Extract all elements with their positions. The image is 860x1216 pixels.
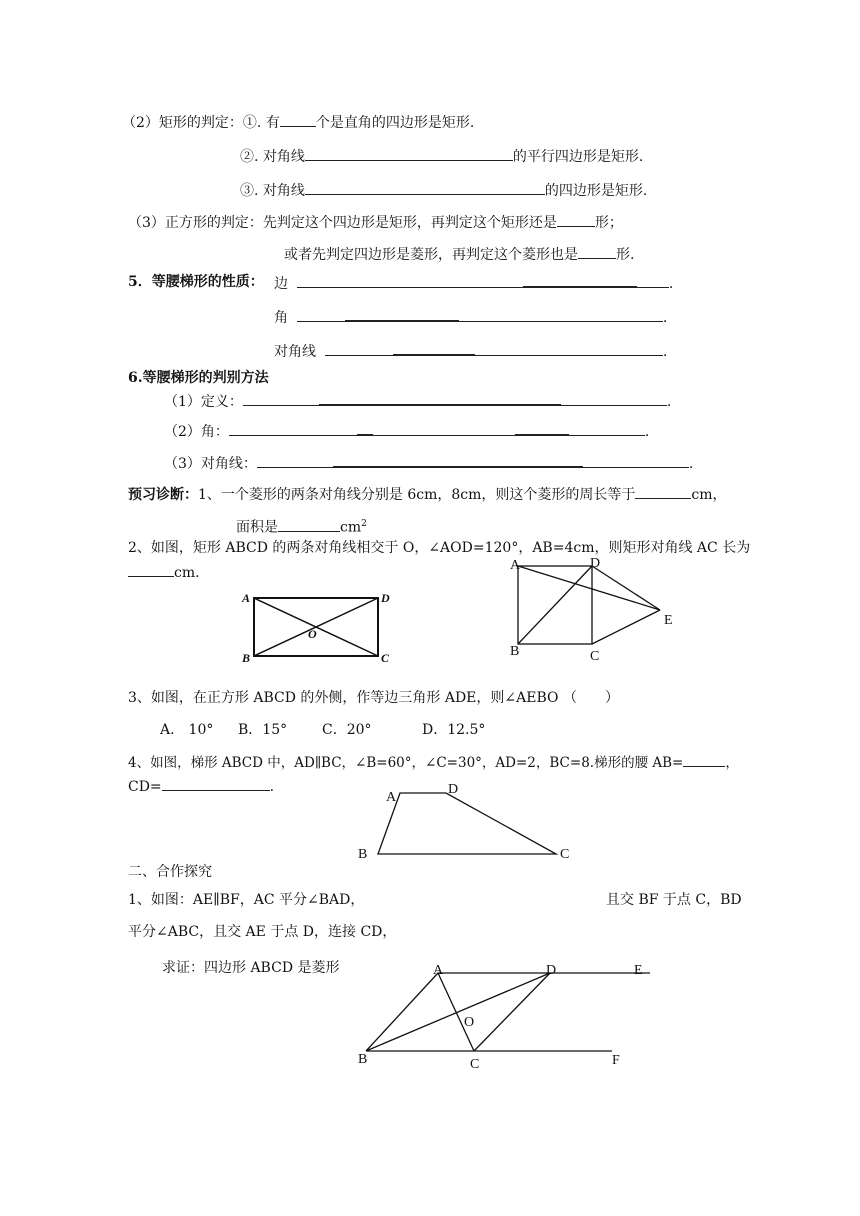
square-triangle-diagram — [500, 552, 690, 666]
blank[interactable] — [635, 484, 691, 499]
label-C: C — [560, 847, 570, 862]
blank[interactable] — [523, 272, 637, 288]
criteria-diagonal: （3）对角线： . — [164, 452, 693, 474]
blank[interactable] — [257, 453, 333, 468]
label-D: D — [448, 782, 459, 797]
label-C: C — [590, 649, 600, 664]
coop-line-1b: 且交 BF 于点 C，BD — [606, 892, 742, 908]
blank[interactable] — [459, 307, 663, 322]
question-3-options — [160, 720, 522, 740]
blank[interactable] — [325, 341, 393, 356]
rect-criteria-line-3: ③. 对角线 的四边形是矩形. — [240, 180, 647, 201]
blank[interactable] — [229, 421, 357, 436]
label-D: D — [590, 556, 601, 571]
option-d[interactable]: D．12.5° — [422, 722, 486, 738]
label-E: E — [664, 613, 673, 628]
isosceles-trapezoid-criteria-title: 6.等腰梯形的判别方法 — [128, 370, 269, 386]
square-criteria-line-2: 或者先判定四边形是菱形，再判定这个菱形也是 形. — [284, 244, 634, 265]
label-B: B — [510, 644, 520, 659]
criteria-definition: （1）定义： . — [164, 390, 671, 412]
label-E: E — [634, 963, 643, 978]
question-3: 3、如图，在正方形 ABCD 的外侧，作等边三角形 ADE，则∠AEBO （ ） — [128, 690, 619, 706]
property-diagonal: 对角线 . — [274, 340, 667, 362]
blank[interactable] — [357, 420, 373, 436]
trapezoid-diagram — [350, 780, 590, 864]
isosceles-trapezoid-properties-title: 5．等腰梯形的性质： — [128, 274, 264, 290]
rectangle-diagram — [236, 588, 396, 670]
blank[interactable] — [561, 391, 667, 406]
label-A: A — [386, 790, 397, 805]
label-F: F — [612, 1053, 620, 1068]
label-A: A — [510, 558, 521, 573]
blank[interactable] — [515, 420, 569, 436]
blank[interactable] — [280, 112, 316, 127]
rect-criteria-line-1: （2）矩形的判定：①. 有 个是直角的四边形是矩形. — [122, 112, 474, 133]
property-angle: 角 . — [274, 306, 667, 328]
rect-criteria-label: （2）矩形的判定： — [122, 115, 243, 131]
label-C: C — [470, 1057, 480, 1072]
blank[interactable] — [637, 273, 669, 288]
section-cooperative-title: 二、合作探究 — [128, 864, 212, 880]
label-A: A — [433, 963, 444, 978]
coop-line-3: 求证：四边形 ABCD 是菱形 — [162, 960, 340, 976]
blank[interactable] — [393, 340, 475, 356]
blank[interactable] — [578, 244, 616, 259]
question-1: 预习诊断：1、一个菱形的两条对角线分别是 6cm，8cm，则这个菱形的周长等于 cm， — [128, 484, 727, 505]
label-D: D — [546, 963, 557, 978]
rhombus-diagram — [350, 958, 650, 1074]
question-4: 4、如图，梯形 ABCD 中，AD∥BC，∠B=60°，∠C=30°，AD=2，BC=8.梯形的腰 AB= ， — [128, 752, 739, 773]
question-4-cont: CD= . — [128, 776, 274, 797]
square-criteria-line-1: （3）正方形的判定：先判定这个四边形是矩形，再判定这个矩形还是 形； — [128, 212, 623, 233]
blank[interactable] — [373, 421, 515, 436]
question-2-cont: cm. — [128, 562, 200, 583]
label-A: A — [242, 591, 251, 605]
blank[interactable] — [319, 390, 561, 406]
label-D: D — [381, 591, 390, 605]
label-B: B — [358, 847, 368, 862]
criteria-angle: （2）角： . — [164, 420, 649, 442]
question-1-area: 面积是 $cm^2$ — [236, 514, 367, 538]
blank[interactable] — [278, 517, 340, 532]
blank[interactable] — [569, 421, 645, 436]
property-side: 边 . — [274, 272, 673, 294]
blank[interactable] — [475, 341, 663, 356]
blank[interactable] — [305, 146, 513, 161]
coop-line-2: 平分∠ABC，且交 AE 于点 D，连接 CD， — [128, 924, 397, 940]
blank[interactable] — [305, 180, 545, 195]
blank[interactable] — [333, 452, 583, 468]
label-B: B — [358, 1052, 368, 1067]
blank[interactable] — [297, 273, 523, 288]
label-O: O — [308, 627, 317, 641]
blank[interactable] — [557, 212, 595, 227]
coop-line-1a: 1、如图：AE∥BF，AC 平分∠BAD， — [128, 892, 365, 908]
rect-criteria-line-2: ②. 对角线 的平行四边形是矩形. — [240, 146, 643, 167]
option-c[interactable]: C．20° — [322, 722, 372, 738]
blank[interactable] — [683, 752, 725, 767]
blank[interactable] — [128, 562, 174, 577]
blank[interactable] — [162, 776, 270, 791]
option-a[interactable]: A. 10° — [160, 722, 214, 738]
label-B: B — [242, 651, 251, 665]
blank[interactable] — [345, 306, 459, 322]
question-2: 2、如图，矩形 ABCD 的两条对角线相交于 O，∠AOD=120°，AB=4cm，则矩形对角线 AC 长为 — [128, 540, 751, 556]
blank[interactable] — [297, 307, 345, 322]
label-C: C — [381, 651, 390, 665]
option-b[interactable]: B．15° — [238, 722, 288, 738]
label-O: O — [464, 1015, 475, 1030]
blank[interactable] — [583, 453, 689, 468]
blank[interactable] — [243, 391, 319, 406]
